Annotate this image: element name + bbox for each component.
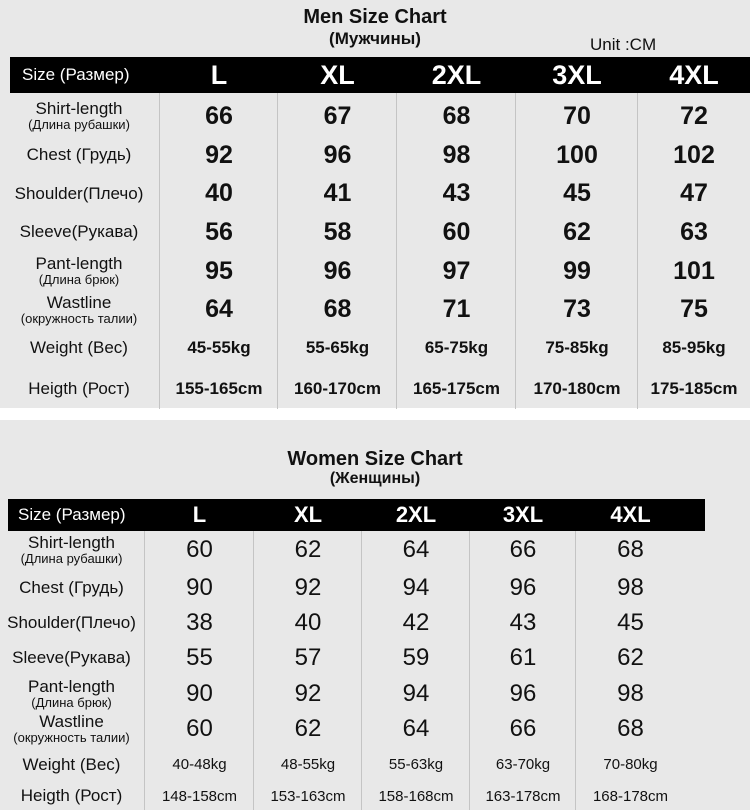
- women-row-label: [4, 641, 139, 675]
- women-row-label-sub: (Длина брюк): [31, 694, 112, 710]
- women-row-label: [4, 606, 139, 640]
- men-cell: 68: [442, 101, 471, 130]
- women-cell: 68: [617, 536, 644, 563]
- women-cell: 59: [402, 644, 430, 671]
- men-cell: 40: [205, 179, 233, 207]
- men-cell: 41: [323, 179, 352, 207]
- women-row-label-main: Chest (Грудь): [19, 577, 124, 597]
- women-size-xl: XL: [293, 502, 323, 527]
- men-cell: 73: [563, 295, 591, 323]
- men-row-label: [4, 252, 154, 290]
- women-cell: 148-158cm: [161, 787, 238, 805]
- men-row-label: [4, 136, 154, 174]
- men-cell: 160-170cm: [294, 379, 381, 398]
- men-row-label-main: Shoulder(Плечо): [14, 183, 144, 203]
- women-row-label-main: Heigth (Рост): [20, 786, 123, 806]
- men-cell: 98: [442, 140, 471, 169]
- men-size-4xl: 4XL: [669, 59, 719, 90]
- women-cell: 55: [186, 644, 213, 671]
- women-cell: 40: [294, 609, 322, 636]
- men-cell: 95: [205, 256, 233, 285]
- men-cell: 97: [442, 256, 471, 285]
- men-cell: 96: [323, 140, 352, 169]
- men-cell: 55-65kg: [305, 338, 370, 357]
- women-cell: 90: [186, 573, 213, 601]
- men-row-label: [4, 213, 154, 251]
- men-cell: 58: [323, 217, 352, 246]
- women-chart-title: Women Size Chart: [287, 448, 463, 470]
- women-row-label: [4, 748, 139, 781]
- men-cell: 165-175cm: [413, 379, 500, 398]
- men-chart-title: Men Size Chart: [303, 6, 447, 28]
- women-cell: 64: [402, 715, 430, 742]
- women-cell: 42: [402, 609, 430, 636]
- men-row-label-main: Heigth (Рост): [28, 379, 130, 399]
- women-cell: 61: [509, 644, 537, 671]
- men-cell: 66: [205, 101, 233, 130]
- women-cell: 92: [294, 679, 322, 707]
- women-row-label: [4, 532, 139, 568]
- women-row-label-main: Sleeve(Рукава): [12, 648, 131, 668]
- men-chart-subtitle: (Мужчины): [329, 29, 421, 48]
- women-cell: 62: [294, 536, 322, 563]
- men-row-label: [4, 369, 154, 409]
- men-cell: 99: [563, 256, 591, 285]
- men-row-label-sub: (окружность талии): [20, 310, 138, 326]
- women-cell: 63-70kg: [495, 756, 551, 773]
- women-row-label-main: Weight (Вес): [22, 754, 121, 774]
- men-row-label-main: Pant-length: [35, 254, 123, 274]
- men-cell: 65-75kg: [424, 338, 489, 357]
- men-cell: 101: [673, 256, 715, 285]
- women-cell: 98: [617, 573, 644, 601]
- men-cell: 175-185cm: [650, 379, 738, 398]
- men-cell: 72: [680, 101, 708, 130]
- women-cell: 60: [186, 536, 213, 563]
- men-cell: 45: [563, 179, 591, 207]
- men-cell: 43: [442, 179, 471, 207]
- women-cell: 168-178cm: [592, 787, 669, 805]
- women-cell: 60: [186, 715, 213, 742]
- men-row-label: [4, 291, 154, 328]
- women-cell: 66: [509, 715, 537, 742]
- men-cell: 75: [680, 295, 708, 323]
- men-row-label-main: Weight (Вес): [30, 338, 128, 358]
- men-cell: 71: [442, 295, 471, 323]
- men-cell: 68: [323, 295, 352, 323]
- men-cell: 70: [563, 101, 591, 130]
- men-cell: 56: [205, 217, 233, 246]
- men-cell: 92: [205, 140, 233, 169]
- men-size-xl: XL: [320, 59, 355, 90]
- women-cell: 62: [617, 644, 644, 671]
- women-cell: 43: [509, 609, 537, 636]
- women-row-label-main: Shoulder(Плечо): [7, 613, 136, 633]
- men-cell: 75-85kg: [545, 338, 609, 357]
- men-row-label-sub: (Длина рубашки): [28, 117, 130, 133]
- women-size-3xl: 3XL: [502, 502, 544, 527]
- women-cell: 70-80kg: [603, 756, 658, 773]
- men-cell: 102: [673, 140, 715, 169]
- men-cell: 64: [205, 295, 233, 323]
- men-cell: 85-95kg: [662, 338, 726, 357]
- women-cell: 90: [186, 679, 213, 707]
- women-row-label-main: Pant-length: [28, 676, 115, 696]
- women-chart-subtitle: (Женщины): [329, 470, 421, 487]
- men-size-2xl: 2XL: [431, 59, 482, 90]
- women-cell: 158-168cm: [378, 787, 454, 805]
- women-size-4xl: 4XL: [610, 502, 651, 527]
- men-header-label: Size (Размер): [22, 65, 130, 84]
- men-row-label-main: Sleeve(Рукава): [19, 222, 139, 242]
- women-size-2xl: 2XL: [395, 502, 437, 527]
- men-row-label: [4, 97, 154, 135]
- women-cell: 66: [509, 536, 537, 563]
- women-cell: 64: [402, 536, 430, 563]
- men-cell: 63: [680, 217, 708, 246]
- men-header-row: [10, 57, 750, 93]
- men-row-label-sub: (Длина брюк): [38, 272, 120, 288]
- men-row-label: [4, 329, 154, 367]
- men-row-label-main: Chest (Грудь): [26, 145, 132, 165]
- women-cell: 163-178cm: [485, 787, 561, 805]
- men-row-label: [4, 175, 154, 212]
- men-row-label-main: Shirt-length: [35, 99, 123, 119]
- women-row-label-sub: (окружность талии): [13, 730, 130, 746]
- men-cell: 45-55kg: [187, 338, 251, 357]
- men-row-label-main: Wastline: [46, 292, 112, 312]
- men-cell: 47: [680, 179, 708, 207]
- women-cell: 48-55kg: [280, 756, 336, 773]
- men-cell: 62: [563, 217, 591, 246]
- women-row-label-main: Wastline: [39, 712, 104, 732]
- women-header-row: [8, 499, 705, 531]
- women-cell: 94: [402, 573, 430, 601]
- women-row-label: [4, 782, 139, 810]
- men-cell: 155-165cm: [175, 379, 263, 398]
- women-header-label: Size (Размер): [18, 505, 126, 524]
- unit-label: Unit :CM: [590, 35, 657, 54]
- women-cell: 92: [294, 573, 322, 601]
- men-cell: 60: [442, 217, 471, 246]
- men-cell: 170-180cm: [533, 379, 621, 398]
- women-cell: 153-163cm: [270, 787, 346, 805]
- women-cell: 68: [617, 715, 644, 742]
- women-cell: 57: [294, 644, 322, 671]
- women-row-label-main: Shirt-length: [28, 533, 115, 553]
- women-row-label-sub: (Длина рубашки): [20, 551, 123, 567]
- women-cell: 96: [509, 573, 537, 601]
- men-size-3xl: 3XL: [552, 59, 602, 90]
- women-size-l: L: [192, 502, 207, 527]
- women-cell: 94: [402, 679, 430, 707]
- women-cell: 38: [186, 609, 213, 636]
- men-cell: 100: [556, 140, 598, 169]
- men-cell: 67: [323, 101, 352, 130]
- men-cell: 96: [323, 256, 352, 285]
- women-cell: 40-48kg: [172, 756, 227, 773]
- women-cell: 55-63kg: [388, 756, 444, 773]
- women-row-label: [4, 570, 139, 605]
- women-row-label: [4, 676, 139, 711]
- women-cell: 98: [617, 679, 644, 707]
- women-size-chart: [0, 420, 750, 810]
- women-cell: 45: [617, 609, 644, 636]
- women-cell: 96: [509, 679, 537, 707]
- men-size-l: L: [210, 59, 228, 90]
- women-cell: 62: [294, 715, 322, 742]
- women-row-label: [4, 711, 139, 747]
